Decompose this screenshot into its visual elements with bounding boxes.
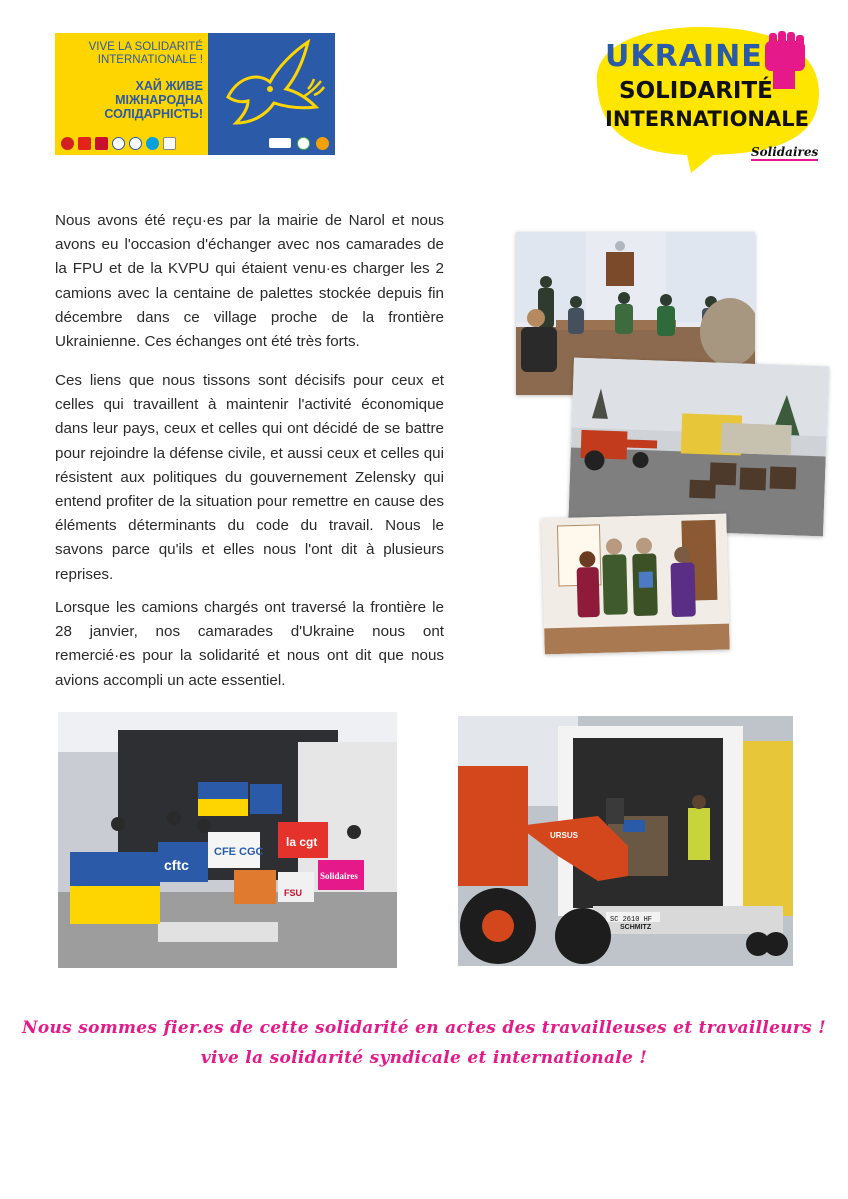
banner-french-text (63, 41, 203, 67)
trailer-brand: SCHMITZ (620, 924, 652, 931)
flag-label-solidaires: Solidaires (320, 871, 358, 881)
solidarity-banner (55, 33, 335, 155)
paragraph-2: Ces liens que nous tissons sont décisifs pour ceux et celles qui travaillent à maintenir l'activité économique dans leur pays, ceux et celles qui ont décidé de se battre pour rejoindre la défense civile, et aussi ceux et celles qui résistent aux politiques du gouvernement Zelensky qui entend profiter de la situation pour remettre en cause des éléments déterminants du code du travail. Nous le savons parce qu'ils et elles nous l'ont dit à plusieurs reprises. (55, 372, 444, 583)
union-logo-icon (95, 137, 108, 150)
union-logos-left (55, 135, 210, 151)
union-logo-icon (78, 137, 91, 150)
badge-title-solidarite: SOLIDARITÉ (619, 78, 773, 104)
flag-label-cftc: cftc (164, 857, 189, 873)
union-logo-icon (112, 137, 125, 150)
banner-ua-line2: МІЖНАРОДНА (115, 93, 203, 107)
loader-brand: URSUS (550, 831, 579, 840)
ukraine-solidarite-badge (583, 23, 823, 173)
banner-fr-line2: INTERNATIONALE ! (97, 54, 203, 66)
union-logo-icon (269, 138, 291, 148)
solidaires-logo: Solidaires (751, 145, 819, 159)
union-logo-icon (297, 137, 310, 150)
banner-fr-line1: VIVE LA SOLIDARITÉ (88, 41, 203, 53)
banner-ua-line1: ХАЙ ЖИВЕ (135, 79, 203, 93)
union-logo-icon (61, 137, 74, 150)
dove-icon (208, 37, 335, 133)
badge-title-internationale: INTERNATIONALE (605, 107, 809, 131)
truck-plate: SC 2610 HF (610, 916, 653, 924)
flag-label-cgt: la cgt (286, 835, 318, 849)
union-logo-icon (163, 137, 176, 150)
photo-group-with-flags (58, 712, 397, 968)
badge-title-ukraine: UKRAINE (605, 39, 763, 74)
slogan-line-1: Nous sommes fier.es de cette solidarité en actes des travailleuses et travailleurs ! (22, 1018, 826, 1038)
union-logo-icon (316, 137, 329, 150)
banner-text-panel (55, 33, 208, 155)
flag-label-cfecgc: CFE CGC (214, 846, 264, 858)
paragraph-1: Nous avons été reçu·es par la mairie de Narol et nous avons eu l'occasion d'échanger avec nos camarades de la FPU et de la KVPU qui étaient venu·es charger les 2 camions avec la centaine de palettes stockée depuis fin décembre dans ce village proche de la frontière Ukrainienne. Ces échanges ont été très forts. (55, 212, 444, 351)
banner-ukrainian-text (63, 79, 203, 121)
paragraph-3: Lorsque les camions chargés ont traversé la frontière le 28 janvier, nos camarades d'Ukraine nous ont remercié·es pour la solidarité et nous ont dit que nous avions accompli un acte essentiel. (55, 599, 444, 689)
union-logos-right (208, 135, 335, 151)
flag-label-fsu: FSU (284, 888, 302, 898)
union-logo-icon (146, 137, 159, 150)
photo-group-handshake (541, 514, 729, 655)
banner-ua-line3: СОЛІДАРНІСТЬ! (104, 107, 203, 121)
photo-loading-yard (568, 358, 829, 537)
union-logo-icon (129, 137, 142, 150)
photo-truck-loading (458, 716, 793, 966)
banner-dove-panel (208, 33, 335, 155)
slogan-line-2: vive la solidarité syndicale et internationale ! (200, 1048, 648, 1068)
